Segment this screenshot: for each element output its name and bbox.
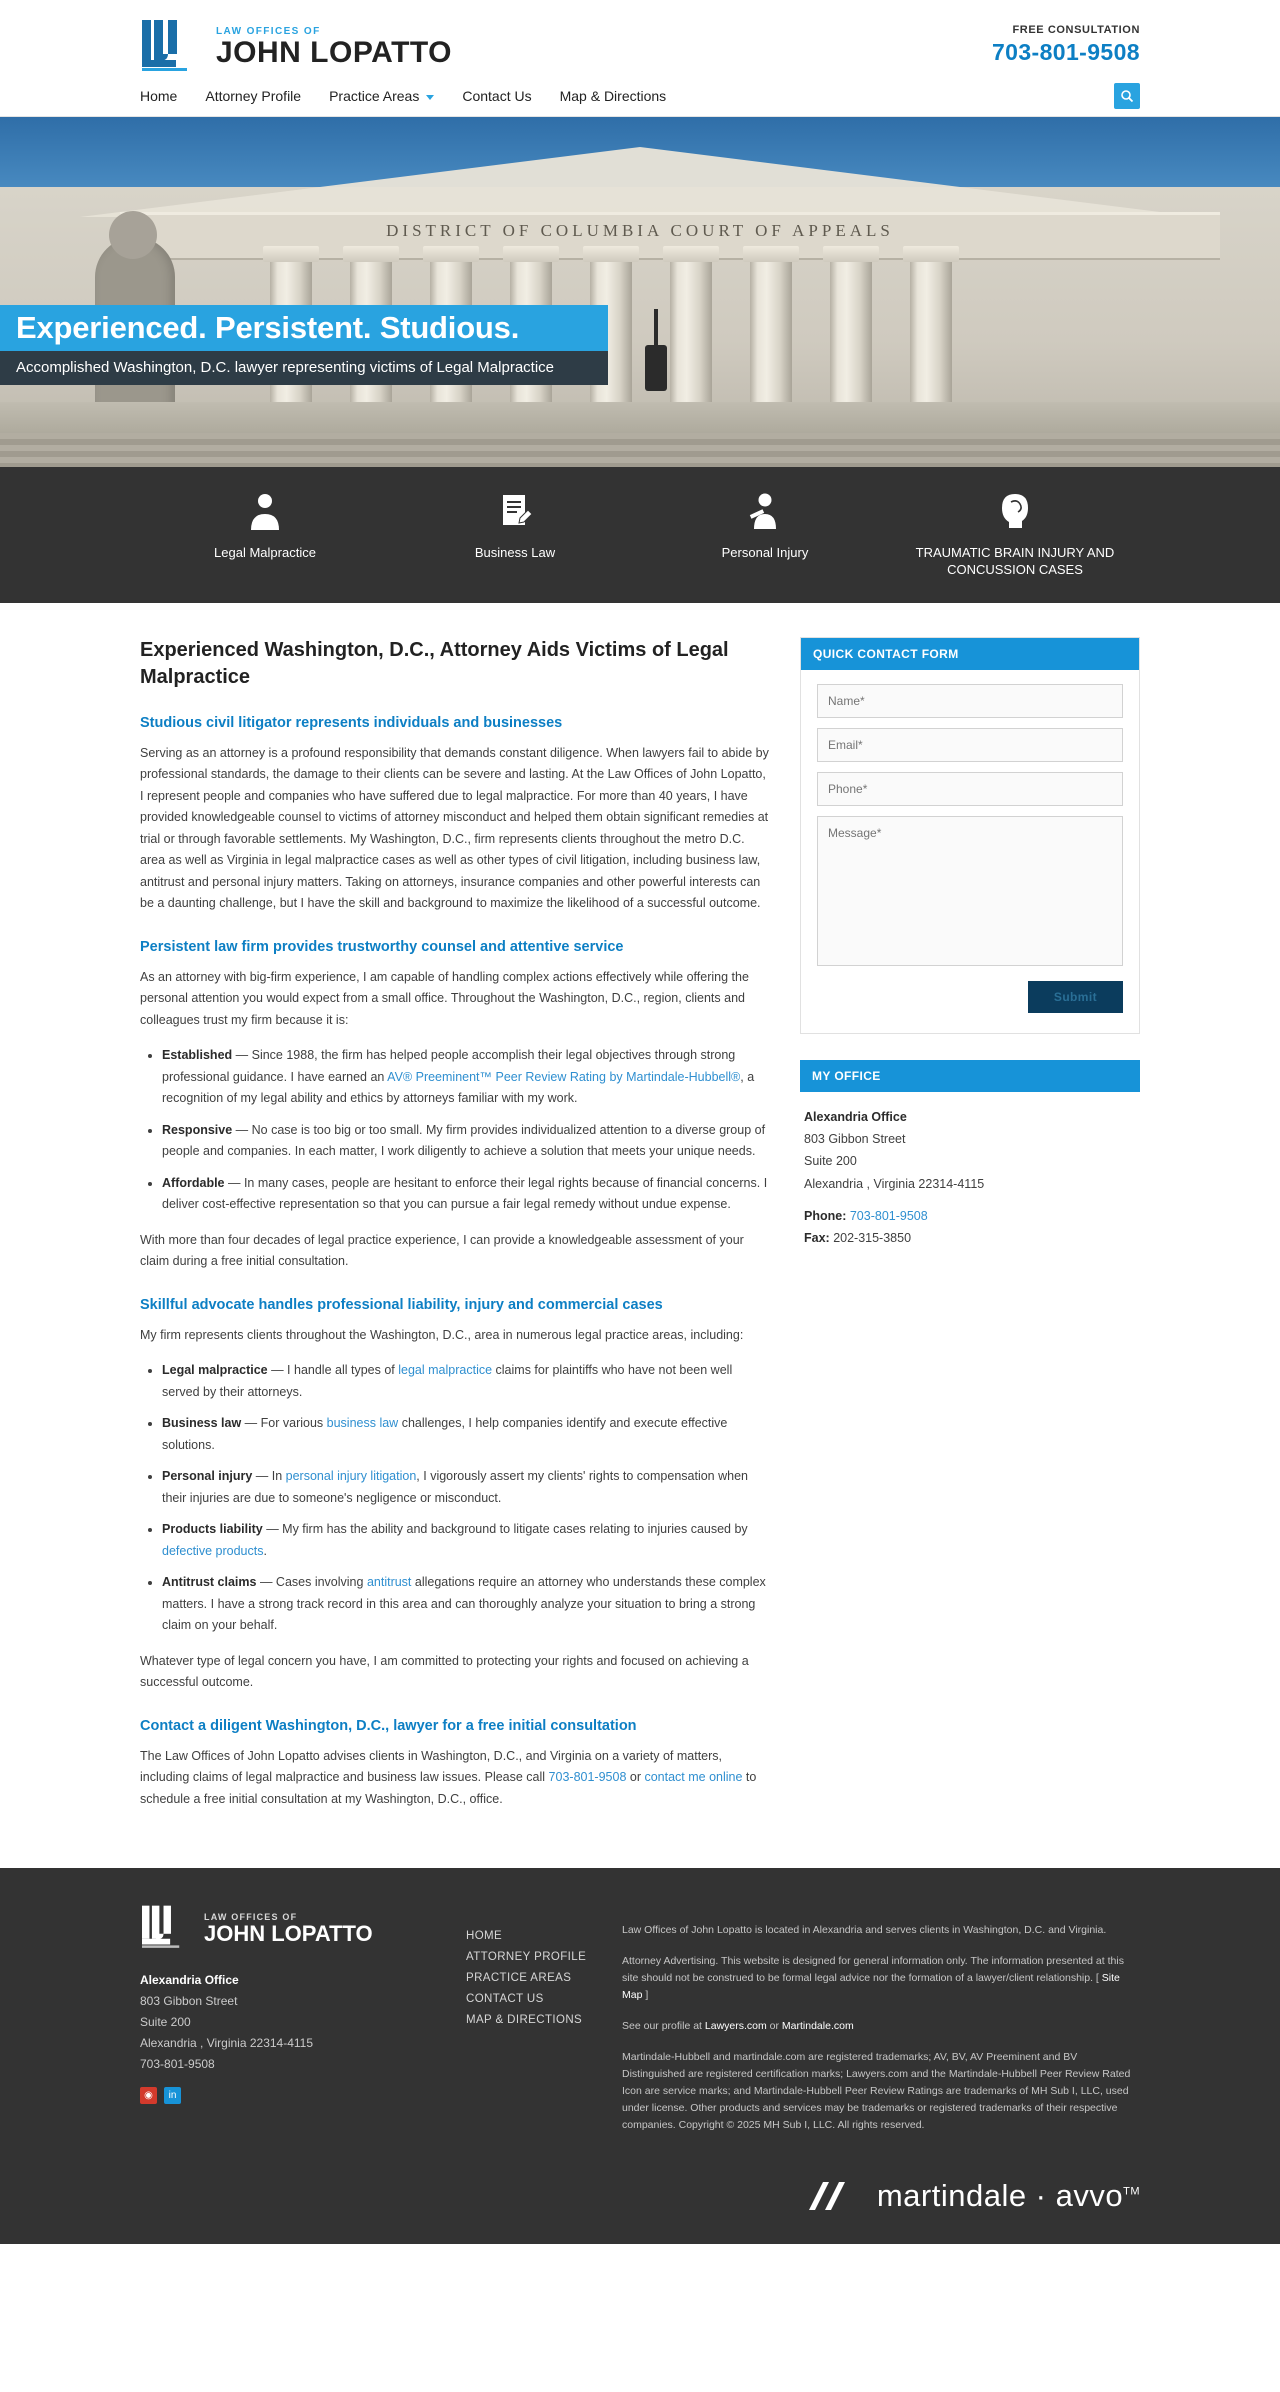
linkedin-icon[interactable]: in [164, 2087, 181, 2104]
hero-banner [0, 117, 1280, 467]
paragraph-2: As an attorney with big-firm experience, I am capable of handling complex actions effectively while offering the personal attention you would expect from a small office. Throughout the Washington, D.C., region, clients and colleagues trust my firm because it is: [140, 969, 749, 1027]
practice-label: TRAUMATIC BRAIN INJURY AND CONCUSSION CASES [915, 545, 1115, 577]
footer-citystatezip: Alexandria , Virginia 22314-4115 [140, 2036, 314, 2051]
lamp-icon [645, 345, 667, 391]
footer-link-map-directions[interactable]: MAP & DIRECTIONS [466, 2014, 583, 2027]
site-logo[interactable] [140, 18, 452, 76]
footer-link-practice-areas[interactable]: PRACTICE AREAS [466, 1972, 572, 1985]
section-heading-4: Contact a diligent Washington, D.C., lawyer for a free initial consultation [140, 1717, 637, 1734]
list-text: — No case is too big or too small. My firm provides individualized attention to a diverse group of people and companies. In each matter, I work diligently to achieve a solution that meets your unique needs. [162, 1122, 766, 1159]
list-term: Legal malpractice [162, 1363, 268, 1378]
footer-street: 803 Gibbon Street [140, 1994, 238, 2009]
martindale-avvo-brand [140, 2166, 1140, 2216]
main-content-area [140, 603, 1140, 1869]
nav-item-home[interactable]: Home [140, 88, 178, 104]
office-phone-label: Phone: [804, 1208, 847, 1223]
paragraph-3: With more than four decades of legal practice experience, I can provide a knowledgeable assessment of your claim during a free initial consultation. [140, 1232, 744, 1269]
practice-item-personal-injury[interactable] [640, 489, 890, 579]
contact-online-link[interactable]: contact me online [644, 1770, 743, 1785]
list-text: — I handle all types of [267, 1363, 399, 1378]
nav-item-attorney-profile[interactable]: Attorney Profile [205, 88, 302, 104]
list-text: — In many cases, people are hesitant to enforce their legal rights because of financial concerns. I deliver cost-effective representation so that you can pursue a fair legal remedy without undue expense. [162, 1175, 768, 1212]
jl-monogram-icon [140, 1904, 192, 1952]
submit-button[interactable]: Submit [1028, 981, 1123, 1013]
header-phone-link[interactable]: 703-801-9508 [991, 39, 1140, 65]
footer-advertising-before: Attorney Advertising. This website is designed for general information only. The information presented at this site should not be construed to be formal legal advice nor the formation of a lawyer/client relationship. [ [622, 1955, 1124, 1985]
practice-list [140, 1360, 770, 1637]
closing-text-before: The Law Offices of John Lopatto advises clients in Washington, D.C., and Virginia on a variety of matters, including claims of legal malpractice and business law issues. Please call [140, 1748, 723, 1785]
list-item [162, 1120, 770, 1163]
site-header [0, 0, 1280, 76]
section-heading-2: Persistent law firm provides trustworthy counsel and attentive service [140, 938, 624, 955]
hero-headline-banner [0, 305, 608, 351]
hero-subhead-banner [0, 351, 608, 385]
practice-area-strip [0, 467, 1280, 603]
article-content [140, 637, 770, 1825]
office-phone-row [804, 1205, 1136, 1227]
footer-advertising-text [622, 1953, 1140, 2004]
list-text: — In [252, 1469, 286, 1484]
consultation-label: FREE CONSULTATION [1012, 24, 1140, 36]
footer-advertising-after: ] [642, 1989, 649, 2002]
site-map-link[interactable]: Site Map [622, 1972, 1120, 2002]
office-suite: Suite 200 [804, 1154, 857, 1169]
legal-malpractice-link[interactable]: legal malpractice [398, 1363, 493, 1378]
list-item [162, 1466, 770, 1509]
paragraph-4: My firm represents clients throughout the Washington, D.C., area in numerous legal practice areas, including: [140, 1327, 744, 1342]
list-term: Antitrust claims [162, 1575, 257, 1590]
list-text-after: , a recognition of my legal ability and ethics by attorneys familiar with my work. [162, 1069, 755, 1106]
section-heading-3: Skillful advocate handles professional liability, injury and commercial cases [140, 1296, 663, 1313]
nav-item-map-directions[interactable]: Map & Directions [559, 88, 667, 104]
list-text: — Cases involving [256, 1575, 367, 1590]
list-text: — My firm has the ability and background to litigate cases relating to injuries caused by [262, 1522, 748, 1537]
head-brain-icon [890, 489, 1140, 535]
phone-input[interactable] [817, 772, 1123, 806]
list-item [162, 1173, 770, 1216]
brand-name: martindale · avvo [876, 2178, 1124, 2214]
office-phone-link[interactable]: 703-801-9508 [849, 1208, 928, 1223]
brand-wordmark [877, 2178, 1140, 2214]
paragraph-5: Whatever type of legal concern you have, I am committed to protecting your rights and focused on achieving a successful outcome. [140, 1653, 749, 1690]
martindale-logo-icon [803, 2176, 863, 2216]
my-office-panel [800, 1060, 1140, 1264]
antitrust-link[interactable]: antitrust [366, 1575, 412, 1590]
list-term: Affordable [162, 1175, 225, 1190]
office-street: 803 Gibbon Street [804, 1132, 906, 1147]
footer-profile-mid: or [766, 2020, 782, 2033]
footer-logo-name: JOHN LOPATTO [204, 1920, 373, 1946]
list-term: Responsive [162, 1122, 233, 1137]
hero-steps [0, 433, 1280, 467]
free-consultation [992, 18, 1140, 66]
office-fax-label: Fax: [804, 1231, 830, 1246]
defective-products-link[interactable]: defective products [162, 1543, 264, 1558]
list-text-after: , I vigorously assert my clients' rights to compensation when their injuries are due to someone's negligence or misconduct. [162, 1469, 748, 1505]
footer-phone[interactable]: 703-801-9508 [140, 2057, 215, 2072]
office-name: Alexandria Office [804, 1109, 907, 1124]
av-rating-link[interactable]: AV® Preeminent™ Peer Review Rating by Martindale-Hubbell® [387, 1069, 741, 1084]
logo-tagline: LAW OFFICES OF [216, 25, 321, 37]
section-heading-1: Studious civil litigator represents individuals and businesses [140, 714, 563, 731]
lawyers-com-link[interactable]: Lawyers.com [704, 2020, 767, 2033]
my-office-title: MY OFFICE [800, 1060, 1140, 1092]
footer-social-links [140, 2087, 440, 2104]
list-item [162, 1413, 770, 1456]
footer-profile-before: See our profile at [622, 2020, 705, 2033]
practice-item-business-law[interactable] [390, 489, 640, 579]
footer-brand-column [140, 1904, 440, 2148]
closing-text-after: to schedule a free initial consultation at my Washington, D.C., office. [140, 1770, 757, 1806]
message-input[interactable] [817, 816, 1123, 966]
footer-address [140, 1970, 440, 2075]
footer-logo-tagline: LAW OFFICES OF [204, 1911, 298, 1922]
closing-mid: or [626, 1770, 645, 1785]
footer-link-contact-us[interactable]: CONTACT US [466, 1993, 544, 2006]
list-term: Business law [162, 1416, 242, 1431]
footer-nav-column [466, 1904, 596, 2148]
jl-monogram-icon [140, 18, 202, 76]
page-title: Experienced Washington, D.C., Attorney Aids Victims of Legal Malpractice [140, 638, 729, 688]
list-text-after: allegations require an attorney who understands these complex matters. I have a strong track record in this area and can thoroughly analyze your situation to bring a strong claim on your behalf. [162, 1575, 766, 1633]
list-term: Established [162, 1048, 233, 1063]
list-text: — For various [241, 1416, 327, 1431]
practice-item-tbi[interactable] [890, 489, 1140, 579]
logo-name: JOHN LOPATTO [216, 35, 453, 69]
rss-icon[interactable]: ◉ [140, 2087, 157, 2104]
list-term: Products liability [162, 1522, 263, 1537]
benefits-list [140, 1045, 770, 1216]
list-text: — Since 1988, the firm has helped people accomplish their legal objectives through strong professional guidance. I have earned an [162, 1048, 736, 1084]
business-law-link[interactable]: business law [326, 1416, 399, 1431]
search-icon [1120, 89, 1134, 103]
closing-phone-link[interactable]: 703-801-9508 [548, 1770, 627, 1785]
site-footer [0, 1868, 1280, 2244]
footer-profile-text [622, 2018, 1140, 2035]
sidebar [800, 637, 1140, 1264]
hero-subhead: Accomplished Washington, D.C. lawyer representing victims of Legal Malpractice [16, 359, 555, 376]
person-icon [140, 489, 390, 535]
nav-items [140, 79, 680, 113]
list-item [162, 1572, 770, 1637]
name-input[interactable] [817, 684, 1123, 718]
nav-item-contact-us[interactable]: Contact Us [462, 88, 532, 104]
list-text-after: challenges, I help companies identify and execute effective solutions. [162, 1416, 728, 1452]
footer-disclaimer-column [622, 1904, 1140, 2148]
footer-trademark-text: Martindale-Hubbell and martindale.com are registered trademarks; AV, BV, AV Preeminent and BV Distinguished are registered certification marks; Lawyers.com and the Martindale-Hubbell Peer Review Rated Icon are service marks; and Martindale-Hubbell Peer Review Ratings are trademarks of MH Sub I, LLC, used under license. Other products and services may be trademarks or registered trademarks of their respective companies. Copyright © 2025 MH Sub I, LLC. All rights reserved. [622, 2051, 1131, 2132]
list-text-after: claims for plaintiffs who have not been well served by their attorneys. [162, 1363, 733, 1399]
practice-label: Personal Injury [721, 545, 809, 560]
brand-tm: TM [1123, 2185, 1140, 2198]
office-citystatezip: Alexandria , Virginia 22314-4115 [804, 1176, 985, 1191]
hero-headline: Experienced. Persistent. Studious. [16, 310, 520, 345]
email-input[interactable] [817, 728, 1123, 762]
list-term: Personal injury [162, 1469, 253, 1484]
practice-label: Business Law [474, 545, 556, 560]
office-fax: 202-315-3850 [833, 1231, 912, 1246]
nav-item-practice-areas[interactable]: Practice Areas [315, 79, 448, 113]
list-item [162, 1519, 770, 1562]
practice-label: Legal Malpractice [214, 545, 316, 560]
practice-item-legal-malpractice[interactable] [140, 489, 390, 579]
document-pen-icon [390, 489, 640, 535]
search-button[interactable] [1114, 83, 1140, 109]
footer-location-text: Law Offices of John Lopatto is located in Alexandria and serves clients in Washington, D.C. and Virginia. [622, 1924, 1107, 1937]
footer-logo[interactable] [140, 1904, 440, 1952]
main-navigation [0, 76, 1280, 117]
list-item [162, 1045, 770, 1110]
injured-person-icon [640, 489, 890, 535]
quick-contact-title: QUICK CONTACT FORM [801, 638, 1139, 670]
list-text-after: . [263, 1543, 267, 1558]
closing-paragraph [140, 1746, 770, 1811]
footer-suite: Suite 200 [140, 2015, 191, 2030]
quick-contact-form [800, 637, 1140, 1034]
courthouse-inscription: DISTRICT OF COLUMBIA COURT OF APPEALS [386, 221, 894, 240]
personal-injury-link[interactable]: personal injury litigation [285, 1469, 417, 1484]
office-fax-row [804, 1227, 1136, 1249]
footer-link-home[interactable]: HOME [466, 1930, 503, 1943]
list-item [162, 1360, 770, 1403]
footer-link-attorney-profile[interactable]: ATTORNEY PROFILE [466, 1951, 587, 1964]
martindale-com-link[interactable]: Martindale.com [781, 2020, 854, 2033]
footer-office-name: Alexandria Office [140, 1973, 239, 1988]
paragraph-1: Serving as an attorney is a profound responsibility that demands constant diligence. When lawyers fail to abide by professional standards, the damage to their clients can be severe and lasting. At the Law Offices of John Lopatto, I represent people and companies who have suffered due to legal malpractice. For more than 40 years, I have provided knowledgeable counsel to victims of attorney misconduct and helped them obtain significant remedies at trial or through favorable settlements. My Washington, D.C., firm represents clients throughout the metro D.C. area as well as Virginia in legal malpractice cases as well as other types of civil litigation, including business law, antitrust and personal injury matters. Taking on attorneys, insurance companies and other powerful interests can be a daunting challenge, but I have the skill and background to maximize the likelihood of a successful outcome. [140, 745, 769, 911]
